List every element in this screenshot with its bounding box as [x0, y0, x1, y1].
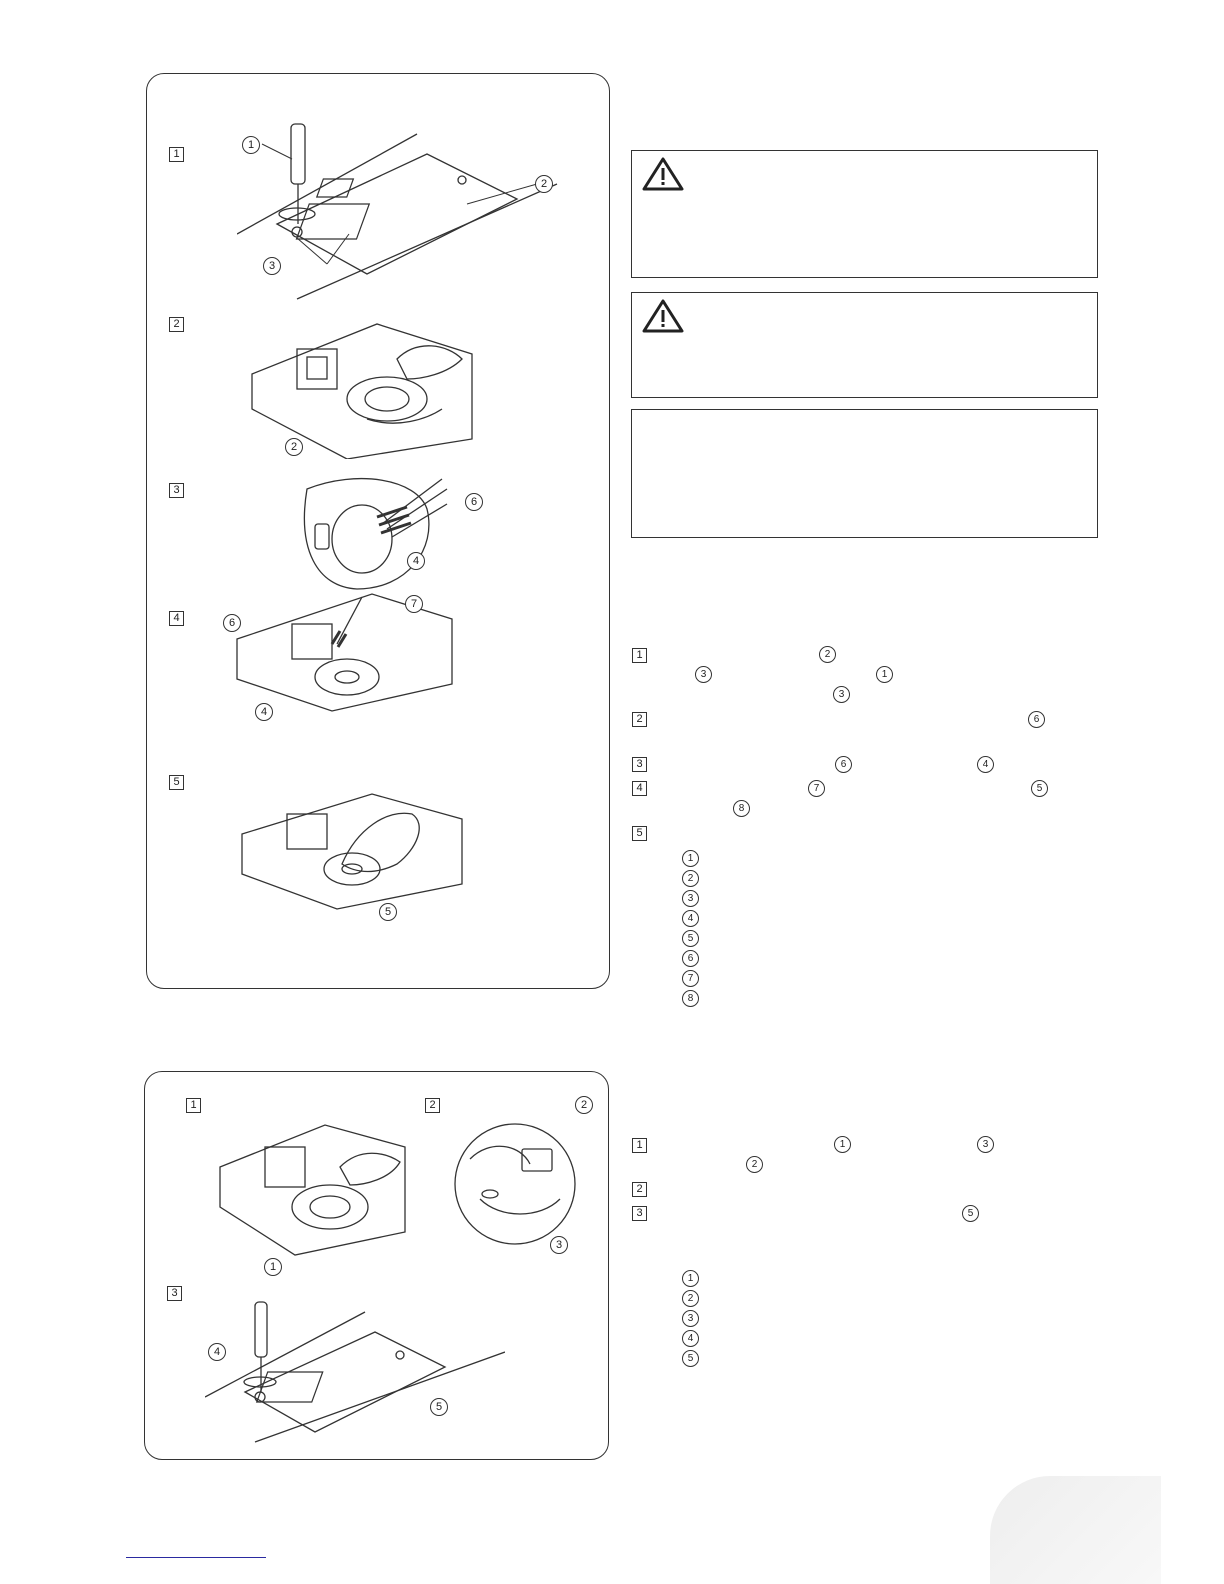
callout-marker: 5: [379, 903, 397, 921]
bobbin-holder-cleaning-illustration: [297, 469, 497, 594]
instruction-step-marker: 1: [632, 1138, 647, 1153]
callout-marker: 4: [255, 703, 273, 721]
inline-reference: 3: [977, 1136, 994, 1153]
bobbin-holder-magnified-illustration: [450, 1119, 580, 1249]
instruction-step-marker: 4: [632, 781, 647, 796]
callout-marker: 5: [430, 1398, 448, 1416]
inline-reference: 6: [835, 756, 852, 773]
legend-marker: 1: [682, 1270, 699, 1287]
warning-triangle-icon: [642, 299, 684, 333]
callout-marker: 4: [407, 552, 425, 570]
instruction-step-marker: 2: [632, 712, 647, 727]
step-marker: 3: [169, 483, 184, 498]
bobbin-holder-removal-illustration: [247, 319, 477, 459]
step-marker: 1: [169, 147, 184, 162]
bobbin-holder-insertion-illustration: [215, 1117, 410, 1257]
inline-reference: 6: [1028, 711, 1045, 728]
callout-marker: 3: [550, 1236, 568, 1254]
legend-marker: 2: [682, 1290, 699, 1307]
feed-dog-cleaning-illustration: [232, 589, 457, 714]
legend-marker: 5: [682, 1350, 699, 1367]
instruction-step-marker: 2: [632, 1182, 647, 1197]
inline-reference: 8: [733, 800, 750, 817]
legend-marker: 6: [682, 950, 699, 967]
legend-marker: 1: [682, 850, 699, 867]
inline-reference: 2: [819, 646, 836, 663]
inline-reference: 4: [977, 756, 994, 773]
callout-marker: 6: [223, 614, 241, 632]
legend-marker: 4: [682, 1330, 699, 1347]
inline-reference: 2: [746, 1156, 763, 1173]
legend-marker: 8: [682, 990, 699, 1007]
inline-reference: 1: [834, 1136, 851, 1153]
step-marker: 2: [425, 1098, 440, 1113]
inline-reference: 5: [1031, 780, 1048, 797]
step-marker: 4: [169, 611, 184, 626]
warning-box: [631, 292, 1098, 398]
needle-plate-attach-illustration: [205, 1297, 505, 1447]
illustration-panel-bottom: [144, 1071, 609, 1460]
inline-reference: 5: [962, 1205, 979, 1222]
legend-marker: 7: [682, 970, 699, 987]
inline-reference: 3: [833, 686, 850, 703]
illustration-panel-top: [146, 73, 610, 989]
instruction-step-marker: 5: [632, 826, 647, 841]
legend-marker: 2: [682, 870, 699, 887]
needle-plate-removal-illustration: [237, 114, 567, 304]
legend-marker: 4: [682, 910, 699, 927]
legend-marker: 5: [682, 930, 699, 947]
callout-marker: 2: [285, 438, 303, 456]
callout-marker: 2: [535, 175, 553, 193]
warning-box: [631, 150, 1098, 278]
instruction-step-marker: 3: [632, 757, 647, 772]
step-marker: 2: [169, 317, 184, 332]
inline-reference: 3: [695, 666, 712, 683]
note-box: [631, 409, 1098, 538]
page-corner-tab: [990, 1476, 1161, 1584]
step-marker: 5: [169, 775, 184, 790]
inline-reference: 1: [876, 666, 893, 683]
callout-marker: 1: [264, 1258, 282, 1276]
inline-reference: 7: [808, 780, 825, 797]
instruction-step-marker: 3: [632, 1206, 647, 1221]
legend-marker: 3: [682, 1310, 699, 1327]
step-marker: 1: [186, 1098, 201, 1113]
callout-marker: 3: [263, 257, 281, 275]
callout-marker: 2: [575, 1096, 593, 1114]
callout-marker: 4: [208, 1343, 226, 1361]
footer-link-line: [126, 1557, 266, 1558]
warning-triangle-icon: [642, 157, 684, 191]
callout-marker: 6: [465, 493, 483, 511]
legend-marker: 3: [682, 890, 699, 907]
callout-marker: 1: [242, 136, 260, 154]
hook-race-wiping-illustration: [237, 789, 467, 914]
instruction-step-marker: 1: [632, 648, 647, 663]
step-marker: 3: [167, 1286, 182, 1301]
callout-marker: 7: [405, 595, 423, 613]
